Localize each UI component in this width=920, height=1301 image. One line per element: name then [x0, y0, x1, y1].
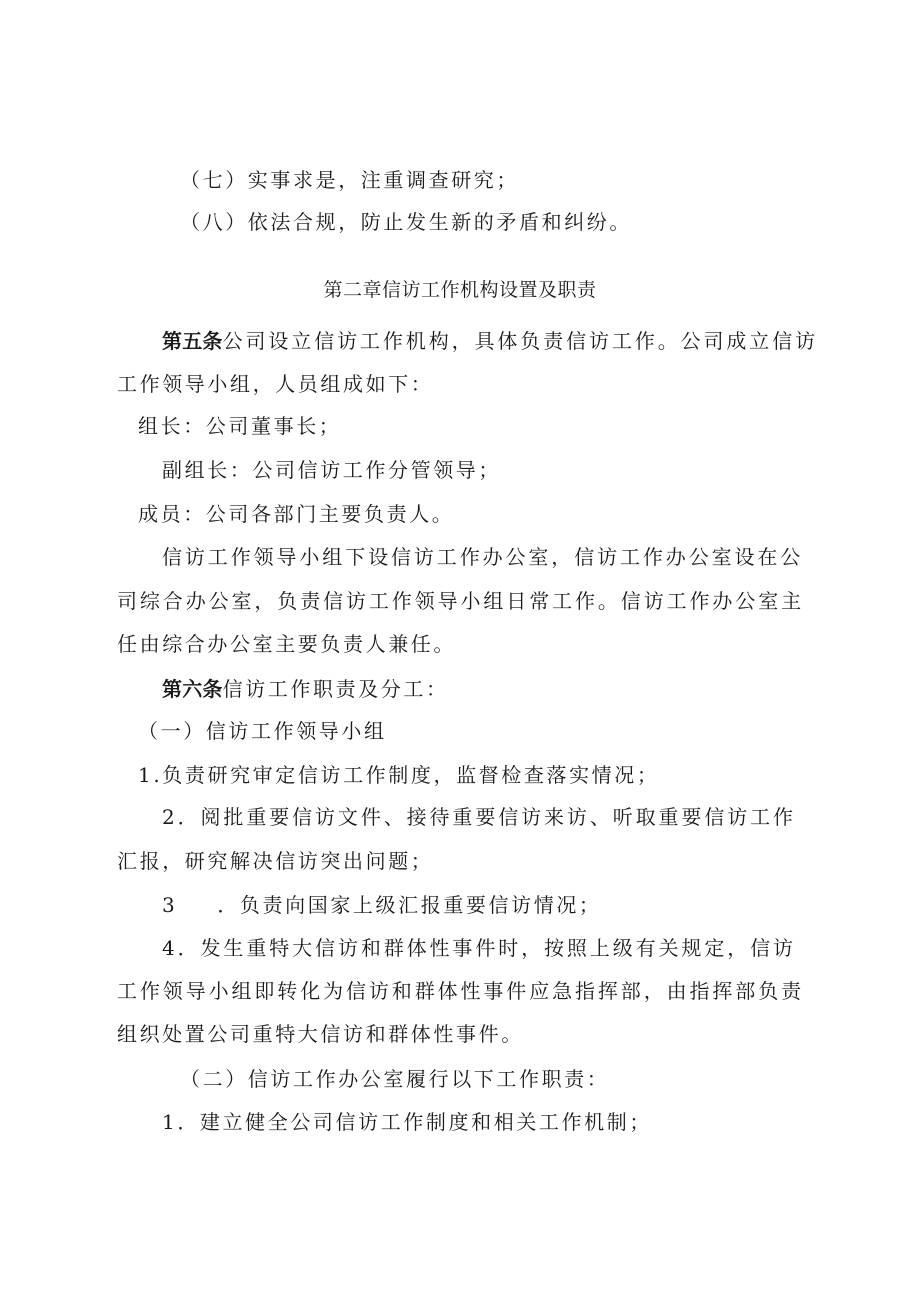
article5-label: 第五条 — [162, 329, 223, 353]
clause-eight: （八）依法合规，防止发生新的矛盾和纠纷。 — [180, 210, 632, 234]
office-line1: 信访工作领导小组下设信访工作办公室，信访工作办公室设在公 — [162, 545, 804, 569]
article6-label: 第六条 — [162, 677, 223, 701]
item3-text: ．负责向国家上级汇报重要信访情况； — [217, 893, 602, 917]
group2-item1: 1．建立健全公司信访工作制度和相关工作机制； — [162, 1110, 652, 1134]
leader-line: 组长：公司董事长； — [138, 414, 342, 438]
clause-seven: （七）实事求是，注重调查研究； — [180, 168, 519, 192]
chapter-heading: 第二章信访工作机构设置及职责 — [323, 279, 597, 301]
office-line2: 司综合办公室，负责信访工作领导小组日常工作。信访工作办公室主 — [117, 589, 804, 613]
article5-line1-text: 公司设立信访工作机构，具体负责信访工作。公司成立信访 — [222, 329, 819, 353]
article5-line1 — [162, 327, 818, 355]
group1-item4-line1: 4．发生重特大信访和群体性事件时，按照上级有关规定，信访 — [162, 936, 796, 960]
office-line3: 任由综合办公室主要负责人兼任。 — [117, 632, 456, 656]
deputy-line: 副组长：公司信访工作分管领导； — [162, 458, 501, 482]
group1-item2-line1: 2．阅批重要信访文件、接待重要信访来访、听取重要信访工作 — [162, 805, 796, 829]
article6-text: 信访工作职责及分工： — [222, 677, 449, 701]
article6-line — [162, 675, 449, 703]
group1-title: （一）信访工作领导小组 — [138, 719, 387, 743]
article5-line2: 工作领导小组，人员组成如下： — [117, 372, 434, 396]
group2-title: （二）信访工作办公室履行以下工作职责： — [180, 1067, 610, 1091]
group1-item1: 1.负责研究审定信访工作制度，监督检查落实情况； — [138, 763, 660, 787]
group1-item3 — [162, 891, 602, 919]
group1-item4-line3: 组织处置公司重特大信访和群体性事件。 — [117, 1022, 524, 1046]
members-line: 成员：公司各部门主要负责人。 — [138, 502, 455, 526]
item3-number: 3 — [162, 893, 178, 917]
group1-item2-line2: 汇报，研究解决信访突出问题； — [117, 849, 434, 873]
group1-item4-line2: 工作领导小组即转化为信访和群体性事件应急指挥部，由指挥部负责 — [117, 979, 804, 1003]
